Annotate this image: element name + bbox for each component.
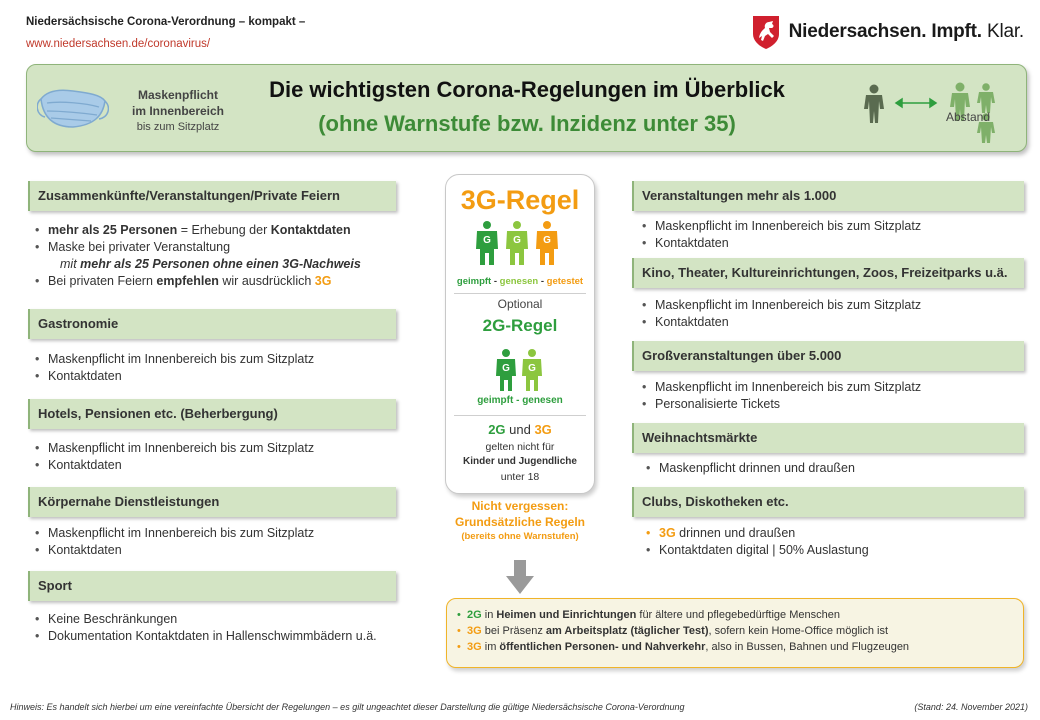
- events-1000-list: [641, 218, 921, 252]
- page-title: Die wichtigsten Corona-Regelungen im Überblick: [269, 77, 785, 102]
- logo-text: Niedersachsen. Impft. Klar.: [788, 21, 1024, 42]
- g-letter: G: [513, 235, 521, 246]
- list-item: • Maskenpflicht im Innenbereich bis zum Sitzplatz: [641, 218, 921, 235]
- arrow-down-icon: [506, 560, 534, 594]
- body-services-list: [34, 525, 314, 559]
- section-header-christmas-markets: Weihnachtsmärkte: [632, 423, 1024, 453]
- section-header-hotels: Hotels, Pensionen etc. (Beherbergung): [28, 399, 396, 429]
- 3g-caption: geimpft - genesen - getestet: [456, 276, 584, 287]
- age-note-line: gelten nicht für: [485, 441, 555, 453]
- g-letter: G: [502, 363, 510, 374]
- list-item: • Maske bei privater Veranstaltung: [34, 239, 361, 256]
- logo: [751, 14, 1024, 50]
- list-item: • Personalisierte Tickets: [641, 396, 921, 413]
- list-item: • Kontaktdaten: [641, 314, 921, 331]
- general-rules-box: [446, 598, 1024, 668]
- footer-date: (Stand: 24. November 2021): [914, 702, 1028, 712]
- list-item: • Kontaktdaten: [34, 457, 314, 474]
- 3g-rule-title: 3G-Regel: [460, 185, 580, 215]
- 2g-rule-title: 2G-Regel: [482, 316, 558, 335]
- age-note-line: unter 18: [500, 471, 540, 483]
- age-note: 2G und 3G: [488, 422, 552, 437]
- list-item: • 3G drinnen und draußen: [645, 525, 869, 542]
- section-header-events-1000: Veranstaltungen mehr als 1.000: [632, 181, 1024, 211]
- large-events-list: [641, 379, 921, 413]
- clubs-list: [645, 525, 869, 559]
- section-header-gastronomy: Gastronomie: [28, 309, 396, 339]
- list-item: • Maskenpflicht im Innenbereich bis zum Sitzplatz: [34, 351, 314, 368]
- list-item: • Kontaktdaten: [34, 368, 314, 385]
- footer-disclaimer: Hinweis: Es handelt sich hierbei um eine vereinfachte Übersicht der Regelungen – es gilt ungeachtet dieser Darstellung die gültige Niedersächsische Corona-Verordnung: [10, 702, 685, 712]
- list-item: • Maskenpflicht im Innenbereich bis zum Sitzplatz: [34, 440, 314, 457]
- list-item: • mehr als 25 Personen = Erhebung der Kontaktdaten: [34, 222, 361, 239]
- hotels-list: [34, 440, 314, 474]
- g-letter: G: [528, 363, 536, 374]
- age-note-line: Kinder und Jugendliche: [463, 456, 577, 467]
- list-item: • Kontaktdaten: [641, 235, 921, 252]
- list-item: • 2G in Heimen und Einrichtungen für ältere und pflegebedürftige Menschen: [457, 607, 909, 623]
- distance-label: Abstand: [945, 110, 990, 124]
- three-people-icon: [470, 221, 570, 265]
- mask-rule-label: Maskenpflicht im Innenbereich bis zum Sitzplatz: [131, 88, 225, 133]
- 2g-caption: geimpft - genesen: [477, 395, 563, 406]
- gatherings-list: [34, 222, 361, 290]
- list-item: • Kontaktdaten: [34, 542, 314, 559]
- website-link[interactable]: www.niedersachsen.de/coronavirus/: [26, 38, 211, 50]
- reminder-text: Nicht vergessen: Grundsätzliche Regeln (bereits ohne Warnstufen): [454, 499, 586, 542]
- page-subtitle: (ohne Warnstufe bzw. Inzidenz unter 35): [318, 111, 736, 136]
- section-header-clubs: Clubs, Diskotheken etc.: [632, 487, 1024, 517]
- list-item: • Maskenpflicht im Innenbereich bis zum Sitzplatz: [34, 525, 314, 542]
- title-banner: [26, 64, 1027, 152]
- face-mask-icon: [37, 85, 109, 131]
- list-item: • Bei privaten Feiern empfehlen wir ausdrücklich 3G: [34, 273, 361, 290]
- section-header-body-services: Körpernahe Dienstleistungen: [28, 487, 396, 517]
- horse-shield-icon: [751, 14, 781, 50]
- list-item: • Maskenpflicht im Innenbereich bis zum Sitzplatz: [641, 297, 921, 314]
- list-item: • Maskenpflicht im Innenbereich bis zum Sitzplatz: [641, 379, 921, 396]
- section-header-large-events: Großveranstaltungen über 5.000: [632, 341, 1024, 371]
- optional-label: Optional: [497, 297, 543, 311]
- list-item: • 3G im öffentlichen Personen- und Nahverkehr, also in Bussen, Bahnen und Flugzeugen: [457, 639, 909, 655]
- list-item: mit mehr als 25 Personen ohne einen 3G-Nachweis: [60, 257, 361, 271]
- rules-card: [445, 174, 595, 494]
- christmas-markets-list: [645, 460, 855, 477]
- section-header-sport: Sport: [28, 571, 396, 601]
- document-title: Niedersächsische Corona-Verordnung – kompakt –: [26, 16, 306, 28]
- divider: [454, 293, 586, 294]
- list-item: • Keine Beschränkungen: [34, 611, 377, 628]
- gastronomy-list: [34, 351, 314, 385]
- section-header-gatherings: Zusammenkünfte/Veranstaltungen/Private Feiern: [28, 181, 396, 211]
- list-item: • Dokumentation Kontaktdaten in Hallenschwimmbädern u.ä.: [34, 628, 377, 645]
- list-item: • Kontaktdaten digital | 50% Auslastung: [645, 542, 869, 559]
- list-item: • 3G bei Präsenz am Arbeitsplatz (täglicher Test), sofern kein Home-Office möglich ist: [457, 623, 909, 639]
- culture-list: [641, 297, 921, 331]
- divider: [454, 415, 586, 416]
- two-people-icon: [494, 349, 546, 391]
- sport-list: [34, 611, 377, 645]
- section-header-culture: Kino, Theater, Kultureinrichtungen, Zoos, Freizeitparks u.ä.: [632, 258, 1024, 288]
- g-letter: G: [543, 235, 551, 246]
- g-letter: G: [483, 235, 491, 246]
- list-item: • Maskenpflicht drinnen und draußen: [645, 460, 855, 477]
